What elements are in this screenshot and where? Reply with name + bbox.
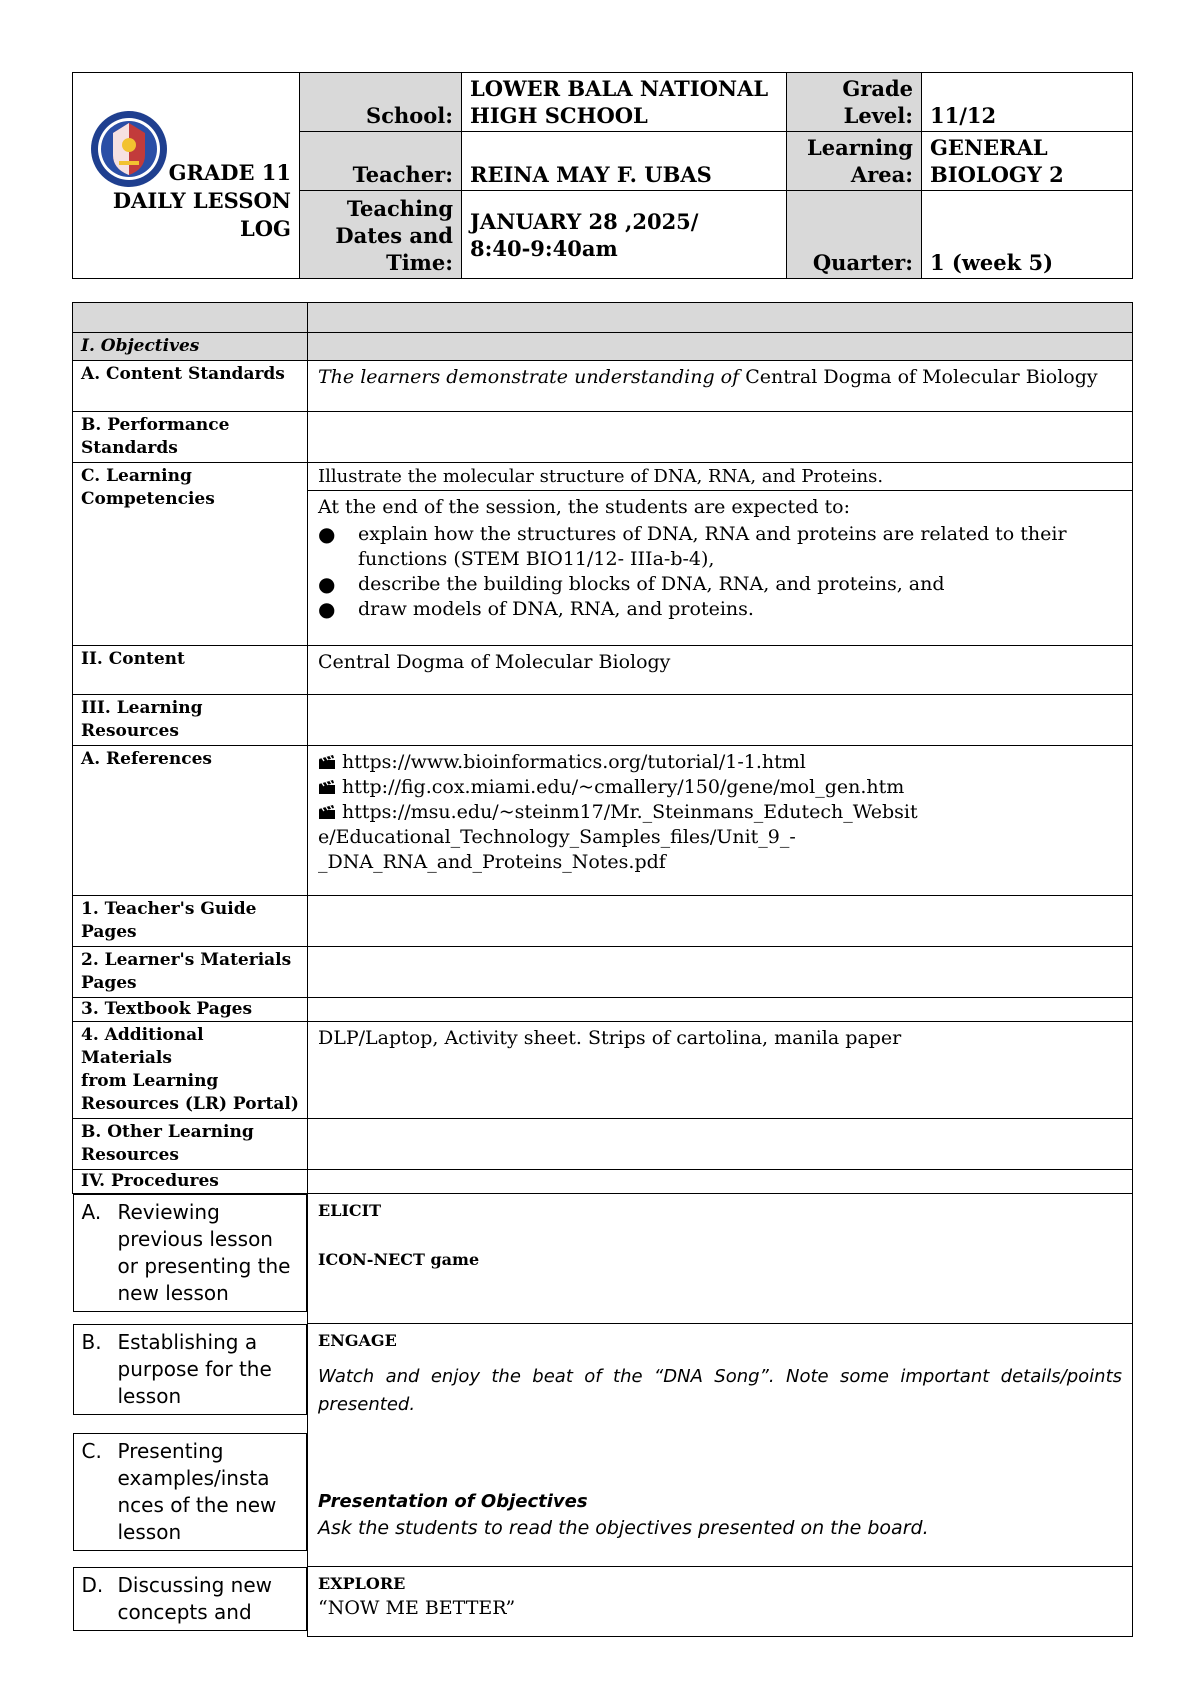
learning-resources-row <box>73 695 1133 746</box>
objectives-heading-row <box>73 333 1133 361</box>
other-resources-label <box>73 1119 308 1170</box>
presentation-of-objectives-text: Ask the students to read the objectives presented on the board. <box>318 1517 929 1539</box>
learning-area-label <box>787 132 922 191</box>
objective-item: ● draw models of DNA, RNA, and proteins. <box>318 597 1122 622</box>
table-header-row <box>73 303 1133 333</box>
references-row <box>73 746 1133 896</box>
procedure-c-text: Presenting examples/insta nces of the new lesson <box>117 1438 277 1544</box>
grade-title-line-3: LOG <box>240 216 291 241</box>
school-value-line-1: LOWER BALA NATIONAL <box>470 76 769 101</box>
learning-resources-label-line-1: III. Learning <box>81 698 203 718</box>
clapperboard-icon <box>318 754 336 770</box>
procedure-d-text: Discussing new concepts and <box>117 1572 273 1624</box>
content-standards-row <box>73 361 1133 412</box>
learning-area-label-line-2: Area: <box>850 162 913 187</box>
procedure-a-label <box>73 1194 308 1312</box>
additional-materials-value: DLP/Laptop, Activity sheet. Strips of cartolina, manila paper <box>308 1022 1133 1119</box>
references-label: A. References <box>73 746 308 896</box>
objective-item: ● explain how the structures of DNA, RNA and proteins are related to their functions (STEM BIO11/12- IIIa-b-4), <box>318 522 1122 572</box>
reference-url-3: https://msu.edu/~steinm17/Mr._Steinmans_Edutech_Websit <box>342 801 918 823</box>
school-value <box>462 73 787 132</box>
teachers-guide-label-line-2: Pages <box>81 922 137 942</box>
learning-competencies-label-line-2: Competencies <box>81 489 215 509</box>
additional-materials-label-line-2: from Learning <box>81 1071 219 1091</box>
procedure-d-letter: D. <box>81 1572 104 1597</box>
content-standards-intro: The learners demonstrate understanding of <box>318 366 740 388</box>
elicit-heading: ELICIT <box>318 1201 382 1220</box>
objectives-bullet-list <box>318 522 1122 622</box>
reference-url-2: http://fig.cox.miami.edu/~cmallery/150/gene/mol_gen.htm <box>342 776 905 798</box>
school-label: School: <box>300 73 462 132</box>
teachers-guide-value <box>308 896 1133 947</box>
spacer <box>318 1353 1122 1363</box>
school-value-line-2: HIGH SCHOOL <box>470 103 648 128</box>
competency-row <box>73 463 1133 491</box>
procedure-c-label <box>73 1433 308 1551</box>
logo-cell <box>73 73 300 279</box>
dates-label-line-1: Teaching <box>346 196 453 221</box>
learners-materials-row <box>73 947 1133 998</box>
learning-resources-label <box>73 695 308 746</box>
textbook-label: 3. Textbook Pages <box>73 998 308 1022</box>
grade-title <box>113 159 291 243</box>
header-table <box>72 72 1133 279</box>
reference-item <box>318 800 1122 825</box>
content-standards-label: A. Content Standards <box>73 361 308 412</box>
header-blank-left <box>73 303 308 333</box>
performance-standards-label <box>73 412 308 463</box>
learning-competencies-label-line-1: C. Learning <box>81 466 192 486</box>
performance-standards-label-line-1: B. Performance <box>81 415 230 435</box>
references-list <box>308 746 1133 896</box>
procedure-b-row <box>73 1324 1133 1433</box>
other-resources-row <box>73 1119 1133 1170</box>
spacer <box>318 1223 1122 1247</box>
teachers-guide-label-line-1: 1. Teacher's Guide <box>81 899 257 919</box>
objectives-heading-blank <box>308 333 1133 361</box>
objective-item: ● describe the building blocks of DNA, RNA, and proteins, and <box>318 572 1122 597</box>
icon-nect-game: ICON-NECT game <box>318 1250 480 1269</box>
dates-value <box>462 191 787 279</box>
learning-area-value-line-2: BIOLOGY 2 <box>930 162 1064 187</box>
learners-materials-label <box>73 947 308 998</box>
textbook-row <box>73 998 1133 1022</box>
procedure-d-content <box>308 1567 1133 1637</box>
clapperboard-icon <box>318 804 336 820</box>
procedure-a-text: Reviewing previous lesson or presenting the new lesson <box>117 1200 291 1305</box>
explore-heading: EXPLORE <box>318 1574 406 1593</box>
objectives-heading: I. Objectives <box>73 333 308 361</box>
grade-level-label-line-2: Level: <box>843 103 913 128</box>
presentation-of-objectives-heading: Presentation of Objectives <box>318 1491 588 1512</box>
learning-competencies-label <box>73 463 308 646</box>
learners-materials-label-line-2: Pages <box>81 973 137 993</box>
other-resources-value <box>308 1119 1133 1170</box>
learning-area-value-line-1: GENERAL <box>930 135 1048 160</box>
other-resources-label-line-1: B. Other Learning <box>81 1122 254 1142</box>
procedure-c-letter: C. <box>81 1438 102 1463</box>
teacher-label: Teacher: <box>300 132 462 191</box>
learning-resources-value <box>308 695 1133 746</box>
learners-materials-value <box>308 947 1133 998</box>
grade-title-line-1: GRADE 11 <box>168 160 291 185</box>
grade-level-label-line-1: Grade <box>842 76 913 101</box>
engage-text: Watch and enjoy the beat of the “DNA Song”. Note some important details/points presented. <box>318 1366 1122 1415</box>
procedures-heading: IV. Procedures <box>73 1170 308 1194</box>
procedure-a-letter: A. <box>81 1200 102 1224</box>
lesson-table <box>72 302 1133 1637</box>
procedure-b-label <box>73 1324 308 1415</box>
learners-materials-label-line-1: 2. Learner's Materials <box>81 950 292 970</box>
engage-heading: ENGAGE <box>318 1331 397 1350</box>
grade-title-line-2: DAILY LESSON <box>112 188 291 213</box>
performance-standards-value <box>308 412 1133 463</box>
quarter-label: Quarter: <box>787 191 922 279</box>
procedure-a-row <box>73 1194 1133 1324</box>
grade-level-value: 11/12 <box>922 73 1133 132</box>
reference-continuation-1: e/Educational_Technology_Samples_files/Unit_9_- <box>318 826 796 848</box>
dates-value-line-2: 8:40-9:40am <box>470 235 618 261</box>
content-value: Central Dogma of Molecular Biology <box>308 646 1133 695</box>
header-blank-right <box>308 303 1133 333</box>
performance-standards-row <box>73 412 1133 463</box>
procedure-a-content <box>308 1194 1133 1324</box>
additional-materials-label-line-3: Resources (LR) Portal) <box>81 1094 299 1114</box>
teacher-value: REINA MAY F. UBAS <box>462 132 787 191</box>
other-resources-label-line-2: Resources <box>81 1145 179 1165</box>
explore-text: “NOW ME BETTER” <box>318 1597 516 1619</box>
additional-materials-label-line-1: 4. Additional Materials <box>81 1025 204 1068</box>
content-label: II. Content <box>73 646 308 695</box>
reference-item <box>318 775 1122 800</box>
performance-standards-label-line-2: Standards <box>81 438 178 458</box>
learning-area-label-line-1: Learning <box>807 135 913 160</box>
grade-level-label <box>787 73 922 132</box>
procedure-b-text: Establishing a purpose for the lesson <box>117 1329 272 1408</box>
procedures-heading-row <box>73 1170 1133 1194</box>
dates-value-line-1: JANUARY 28 ,2025/ <box>470 208 699 234</box>
textbook-value <box>308 998 1133 1022</box>
content-standards-value <box>308 361 1133 412</box>
content-row <box>73 646 1133 695</box>
competency-value: Illustrate the molecular structure of DNA, RNA, and Proteins. <box>308 463 1133 491</box>
reference-item <box>318 750 1122 775</box>
quarter-value: 1 (week 5) <box>922 191 1133 279</box>
procedure-d-label <box>73 1567 308 1631</box>
additional-materials-label <box>73 1022 308 1119</box>
procedures-heading-blank <box>308 1170 1133 1194</box>
procedure-d-row <box>73 1567 1133 1637</box>
reference-continuation-2: _DNA_RNA_and_Proteins_Notes.pdf <box>318 851 666 873</box>
spacer <box>318 1419 1122 1489</box>
teachers-guide-label <box>73 896 308 947</box>
learning-resources-label-line-2: Resources <box>81 721 179 741</box>
teachers-guide-row <box>73 896 1133 947</box>
clapperboard-icon <box>318 779 336 795</box>
content-standards-topic: Central Dogma of Molecular Biology <box>739 366 1098 388</box>
additional-materials-row <box>73 1022 1133 1119</box>
procedure-bc-content <box>308 1324 1133 1567</box>
objectives-list-cell <box>308 491 1133 646</box>
reference-url-1: https://www.bioinformatics.org/tutorial/1-1.html <box>342 751 806 773</box>
dates-label <box>300 191 462 279</box>
procedure-b-letter: B. <box>81 1329 102 1354</box>
dates-label-line-2: Dates and <box>335 223 453 248</box>
learning-area-value <box>922 132 1133 191</box>
dates-label-line-3: Time: <box>386 250 453 275</box>
objectives-intro: At the end of the session, the students are expected to: <box>318 496 850 518</box>
